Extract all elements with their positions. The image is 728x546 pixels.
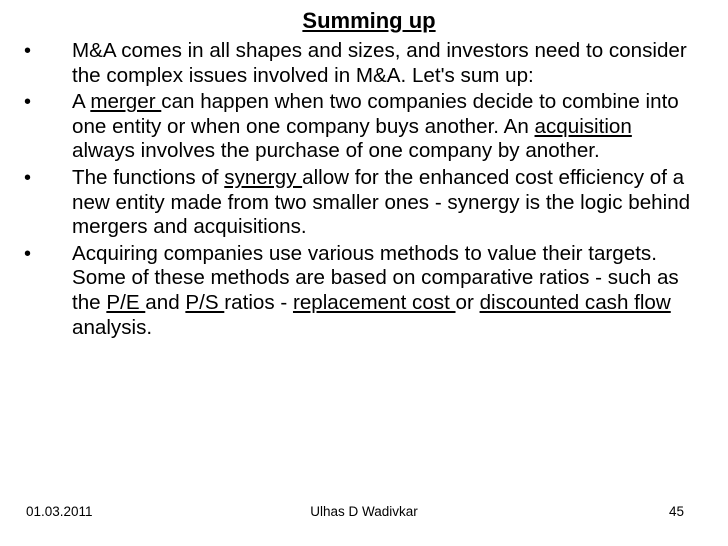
bullet-item-2	[24, 90, 694, 164]
bullet-4-text-b: and	[145, 290, 186, 314]
bullet-icon: •	[24, 91, 32, 114]
bullet-item-1	[24, 39, 694, 88]
bullet-icon: •	[24, 40, 32, 62]
term-discounted-cash-flow[interactable]: discounted cash flow	[479, 290, 671, 314]
slide-title: Summing up	[302, 8, 436, 33]
bullet-3-text-a: The functions of	[72, 165, 225, 189]
term-ps[interactable]: P/S	[185, 290, 225, 314]
bullet-2-text-b: can happen when two companies decide to combine into one entity or when one company buys another. An	[72, 90, 679, 138]
bullet-4-text-d: or	[455, 290, 480, 314]
bullet-3-text-b: allow for the enhanced cost efficiency of a new entity made from two smaller ones - synergy is the logic behind mergers and acquisitions.	[72, 165, 691, 239]
bullet-item-4	[24, 242, 694, 340]
term-acquisition[interactable]: acquisition	[534, 114, 632, 138]
footer-author: Ulhas D Wadivkar	[310, 504, 418, 519]
bullet-4-text-c: ratios -	[224, 290, 293, 314]
term-replacement-cost[interactable]: replacement cost	[292, 290, 456, 314]
bullet-2-text-c: always involves the purchase of one company by another.	[72, 139, 600, 163]
bullet-list	[24, 39, 694, 340]
bullet-2-text-a: A	[72, 90, 91, 114]
bullet-item-3	[24, 166, 694, 240]
term-pe[interactable]: P/E	[106, 290, 146, 314]
footer-date: 01.03.2011	[26, 504, 93, 519]
bullet-4-text-e: analysis.	[72, 315, 153, 339]
bullet-icon: •	[24, 242, 32, 265]
bullet-icon: •	[24, 166, 32, 189]
term-merger[interactable]: merger	[90, 90, 162, 114]
bullet-1-text: M&A comes in all shapes and sizes, and investors need to consider the complex issues involved in M&A. Let's sum up:	[72, 39, 687, 87]
term-synergy[interactable]: synergy	[224, 165, 303, 189]
bullet-4-text-a: Acquiring companies use various methods to value their targets. Some of these methods are based on comparative ratios - such as the	[72, 241, 679, 314]
footer-page-number: 45	[668, 504, 684, 519]
